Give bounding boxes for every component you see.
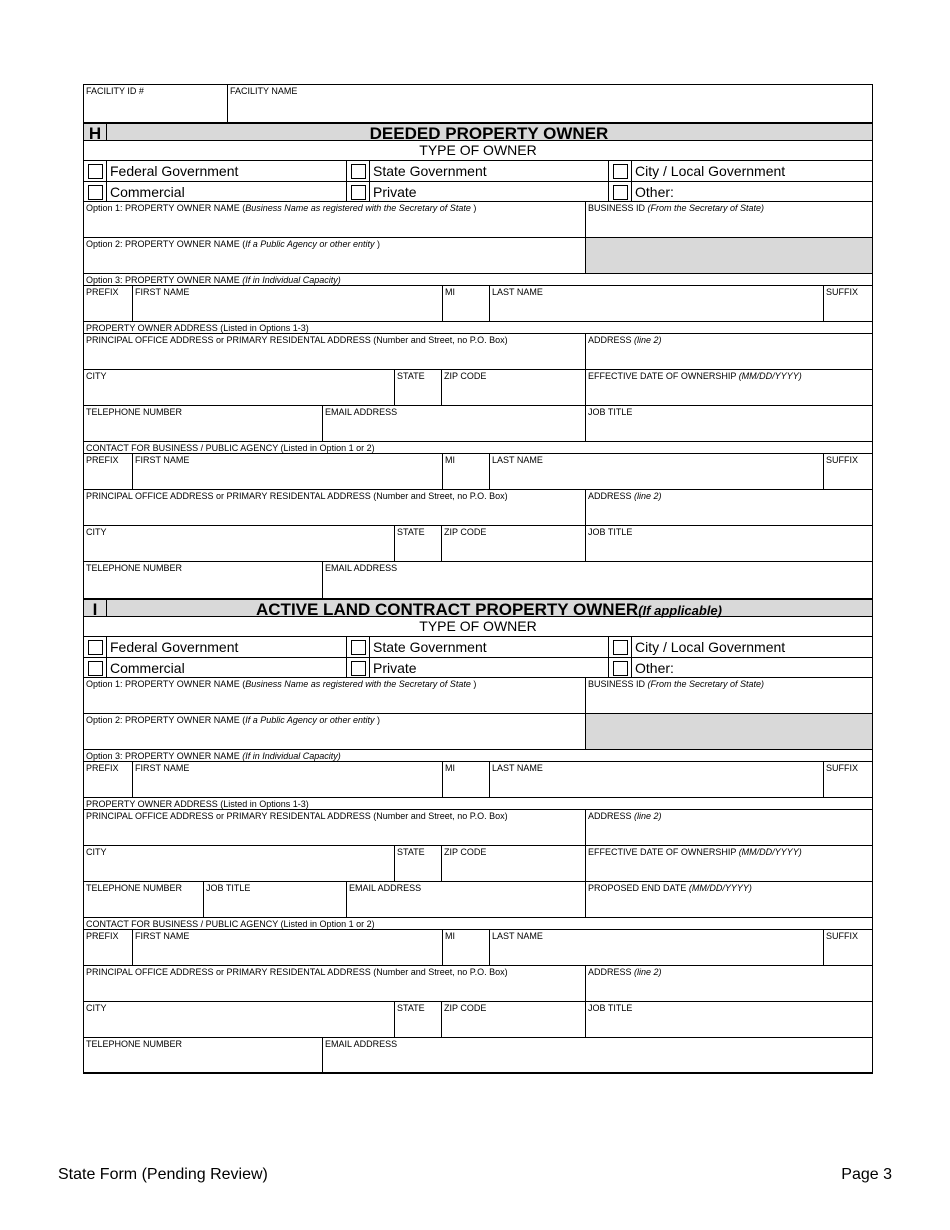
facility-row xyxy=(84,84,872,122)
zip-label: ZIP CODE xyxy=(444,847,487,857)
owner-city-row-h xyxy=(84,369,872,405)
principal-address-label: PRINCIPAL OFFICE ADDRESS or PRIMARY RESIDENTAL ADDRESS (Number and Street, no P.O. Box) xyxy=(86,967,508,977)
owner-address-heading-label: PROPERTY OWNER ADDRESS (Listed in Options 1-3) xyxy=(86,799,309,809)
contact-email-field-i[interactable] xyxy=(322,1038,872,1072)
effective-date-label: EFFECTIVE DATE OF OWNERSHIP (MM/DD/YYYY) xyxy=(588,847,802,857)
state-government-label: State Government xyxy=(373,639,487,655)
proposed-end-date-field-i[interactable] xyxy=(585,882,872,917)
federal-government-label: Federal Government xyxy=(110,163,239,179)
contact-telephone-field-i[interactable] xyxy=(84,1038,322,1072)
city-field-i[interactable] xyxy=(84,846,394,881)
federal-government-option-h[interactable] xyxy=(84,161,346,181)
section-h-title-text: DEEDED PROPERTY OWNER xyxy=(369,124,609,143)
section-h-title xyxy=(106,124,872,143)
option1-label: Option 1: PROPERTY OWNER NAME (Business Name as registered with the Secretary of State ) xyxy=(86,679,477,689)
address-line2-label: ADDRESS (line 2) xyxy=(588,811,662,821)
telephone-label: TELEPHONE NUMBER xyxy=(86,563,183,573)
other-label: Other: xyxy=(635,184,674,200)
contact-mi-field-i[interactable] xyxy=(442,930,489,965)
commercial-label: Commercial xyxy=(110,184,185,200)
option1-owner-name-field-i[interactable] xyxy=(84,678,585,713)
owner-type-row-2-h xyxy=(84,181,872,201)
owner-address-heading-label: PROPERTY OWNER ADDRESS (Listed in Options 1-3) xyxy=(86,323,309,333)
option2-label: Option 2: PROPERTY OWNER NAME (If a Public Agency or other entity ) xyxy=(86,239,380,249)
other-checkbox-i[interactable] xyxy=(613,661,628,676)
city-label: CITY xyxy=(86,371,107,381)
facility-id-label: FACILITY ID # xyxy=(86,86,144,96)
last-name-field-h[interactable] xyxy=(489,286,823,321)
state-label: STATE xyxy=(397,1003,425,1013)
gray-block-i xyxy=(585,714,872,749)
contact-telephone-field-h[interactable] xyxy=(84,562,322,598)
type-of-owner-heading-i: TYPE OF OWNER xyxy=(419,618,537,634)
first-name-field-i[interactable] xyxy=(132,762,442,797)
commercial-option-h[interactable] xyxy=(84,182,346,201)
principal-address-label: PRINCIPAL OFFICE ADDRESS or PRIMARY RESIDENTAL ADDRESS (Number and Street, no P.O. Box) xyxy=(86,491,508,501)
option1-row-i xyxy=(84,677,872,713)
prefix-label: PREFIX xyxy=(86,763,119,773)
first-name-label: FIRST NAME xyxy=(135,931,190,941)
contact-heading-i xyxy=(84,917,872,929)
contact-zip-field-h[interactable] xyxy=(441,526,585,561)
footer-page-number: Page 3 xyxy=(841,1166,892,1183)
email-label: EMAIL ADDRESS xyxy=(325,407,398,417)
proposed-end-date-label: PROPOSED END DATE (MM/DD/YYYY) xyxy=(588,883,752,893)
city-local-government-label: City / Local Government xyxy=(635,163,786,179)
city-local-government-option-h[interactable] xyxy=(608,161,872,181)
option2-row-h xyxy=(84,237,872,273)
contact-address-line2-field-i[interactable] xyxy=(585,966,872,1001)
city-local-government-checkbox-h[interactable] xyxy=(613,164,628,179)
job-title-label: JOB TITLE xyxy=(588,1003,633,1013)
section-i-letter: I xyxy=(84,600,107,616)
contact-heading-h xyxy=(84,441,872,453)
option2-label: Option 2: PROPERTY OWNER NAME (If a Public Agency or other entity ) xyxy=(86,715,380,725)
owner-type-row-2-i xyxy=(84,657,872,677)
commercial-option-i[interactable] xyxy=(84,658,346,677)
prefix-label: PREFIX xyxy=(86,931,119,941)
email-label: EMAIL ADDRESS xyxy=(325,563,398,573)
private-label: Private xyxy=(373,184,417,200)
last-name-label: LAST NAME xyxy=(492,455,543,465)
first-name-label: FIRST NAME xyxy=(135,287,190,297)
federal-government-checkbox-h[interactable] xyxy=(88,164,103,179)
commercial-checkbox-i[interactable] xyxy=(88,661,103,676)
private-option-i[interactable] xyxy=(346,658,608,677)
contact-prefix-field-h[interactable] xyxy=(84,454,132,489)
prefix-field-h[interactable] xyxy=(84,286,132,321)
business-id-field-h[interactable] xyxy=(585,202,872,237)
private-option-h[interactable] xyxy=(346,182,608,201)
contact-job-title-field-i[interactable] xyxy=(585,1002,872,1037)
state-government-label: State Government xyxy=(373,163,487,179)
private-label: Private xyxy=(373,660,417,676)
property-owner-form xyxy=(83,84,873,1074)
option3-label: Option 3: PROPERTY OWNER NAME (If in Individual Capacity) xyxy=(86,275,341,285)
state-government-checkbox-h[interactable] xyxy=(351,164,366,179)
other-checkbox-h[interactable] xyxy=(613,185,628,200)
contact-suffix-field-h[interactable] xyxy=(823,454,872,489)
option2-row-i xyxy=(84,713,872,749)
effective-date-label: EFFECTIVE DATE OF OWNERSHIP (MM/DD/YYYY) xyxy=(588,371,802,381)
state-government-option-h[interactable] xyxy=(346,161,608,181)
gray-block-h xyxy=(585,238,872,273)
facility-name-label: FACILITY NAME xyxy=(230,86,298,96)
private-checkbox-i[interactable] xyxy=(351,661,366,676)
zip-field-h[interactable] xyxy=(441,370,585,405)
mi-label: MI xyxy=(445,763,455,773)
contact-prefix-field-i[interactable] xyxy=(84,930,132,965)
contact-job-title-field-h[interactable] xyxy=(585,526,872,561)
prefix-label: PREFIX xyxy=(86,455,119,465)
facility-id-field[interactable] xyxy=(84,85,227,122)
facility-name-field[interactable] xyxy=(227,85,872,122)
suffix-label: SUFFIX xyxy=(826,763,859,773)
zip-label: ZIP CODE xyxy=(444,371,487,381)
individual-name-row-i xyxy=(84,761,872,797)
city-local-government-checkbox-i[interactable] xyxy=(613,640,628,655)
section-i-subtitle: (If applicable) xyxy=(638,603,722,618)
telephone-field-h[interactable] xyxy=(84,406,322,441)
suffix-label: SUFFIX xyxy=(826,287,859,297)
contact-city-field-h[interactable] xyxy=(84,526,394,561)
address-line2-field-i[interactable] xyxy=(585,810,872,845)
option2-owner-name-field-i[interactable] xyxy=(84,714,585,749)
owner-address-row-i xyxy=(84,809,872,845)
mi-label: MI xyxy=(445,287,455,297)
telephone-label: TELEPHONE NUMBER xyxy=(86,1039,183,1049)
last-name-field-i[interactable] xyxy=(489,762,823,797)
other-option-h[interactable] xyxy=(608,182,872,201)
last-name-label: LAST NAME xyxy=(492,763,543,773)
zip-field-i[interactable] xyxy=(441,846,585,881)
option3-heading-i xyxy=(84,749,872,761)
contact-first-name-field-i[interactable] xyxy=(132,930,442,965)
state-field-h[interactable] xyxy=(394,370,441,405)
contact-heading-label: CONTACT FOR BUSINESS / PUBLIC AGENCY (Listed in Option 1 or 2) xyxy=(86,919,375,929)
suffix-label: SUFFIX xyxy=(826,931,859,941)
contact-city-field-i[interactable] xyxy=(84,1002,394,1037)
contact-state-field-h[interactable] xyxy=(394,526,441,561)
owner-city-row-i xyxy=(84,845,872,881)
principal-address-label: PRINCIPAL OFFICE ADDRESS or PRIMARY RESIDENTAL ADDRESS (Number and Street, no P.O. Box) xyxy=(86,811,508,821)
telephone-field-i[interactable] xyxy=(84,882,203,917)
option3-heading-h xyxy=(84,273,872,285)
contact-address-line2-field-h[interactable] xyxy=(585,490,872,525)
owner-address-row-h xyxy=(84,333,872,369)
city-field-h[interactable] xyxy=(84,370,394,405)
mi-field-i[interactable] xyxy=(442,762,489,797)
option3-label: Option 3: PROPERTY OWNER NAME (If in Individual Capacity) xyxy=(86,751,341,761)
job-title-label: JOB TITLE xyxy=(588,527,633,537)
suffix-field-h[interactable] xyxy=(823,286,872,321)
option1-owner-name-field-h[interactable] xyxy=(84,202,585,237)
contact-email-field-h[interactable] xyxy=(322,562,872,598)
footer-form-name: State Form (Pending Review) xyxy=(58,1166,268,1183)
contact-address-row-h xyxy=(84,489,872,525)
state-label: STATE xyxy=(397,371,425,381)
contact-principal-address-field-h[interactable] xyxy=(84,490,585,525)
contact-zip-field-i[interactable] xyxy=(441,1002,585,1037)
owner-type-row-1-h xyxy=(84,160,872,181)
job-title-field-h[interactable] xyxy=(585,406,872,441)
state-government-option-i[interactable] xyxy=(346,637,608,657)
job-title-field-i[interactable] xyxy=(203,882,346,917)
contact-last-name-field-i[interactable] xyxy=(489,930,823,965)
owner-address-heading-h xyxy=(84,321,872,333)
state-label: STATE xyxy=(397,527,425,537)
first-name-field-h[interactable] xyxy=(132,286,442,321)
principal-address-field-h[interactable] xyxy=(84,334,585,369)
business-id-label: BUSINESS ID (From the Secretary of State) xyxy=(588,679,765,689)
telephone-label: TELEPHONE NUMBER xyxy=(86,407,183,417)
job-title-label: JOB TITLE xyxy=(588,407,633,417)
contact-heading-label: CONTACT FOR BUSINESS / PUBLIC AGENCY (Listed in Option 1 or 2) xyxy=(86,443,375,453)
type-of-owner-heading-h: TYPE OF OWNER xyxy=(419,142,537,158)
job-title-label: JOB TITLE xyxy=(206,883,251,893)
address-line2-field-h[interactable] xyxy=(585,334,872,369)
city-label: CITY xyxy=(86,1003,107,1013)
individual-name-row-h xyxy=(84,285,872,321)
last-name-label: LAST NAME xyxy=(492,931,543,941)
contact-name-row-i xyxy=(84,929,872,965)
email-label: EMAIL ADDRESS xyxy=(325,1039,398,1049)
zip-label: ZIP CODE xyxy=(444,1003,487,1013)
contact-phone-row-i xyxy=(84,1037,872,1072)
owner-phone-row-i xyxy=(84,881,872,917)
last-name-label: LAST NAME xyxy=(492,287,543,297)
option1-row-h xyxy=(84,201,872,237)
mi-field-h[interactable] xyxy=(442,286,489,321)
option1-label: Option 1: PROPERTY OWNER NAME (Business Name as registered with the Secretary of State ) xyxy=(86,203,477,213)
prefix-label: PREFIX xyxy=(86,287,119,297)
first-name-label: FIRST NAME xyxy=(135,455,190,465)
prefix-field-i[interactable] xyxy=(84,762,132,797)
effective-date-field-h[interactable] xyxy=(585,370,872,405)
section-i-title-text: ACTIVE LAND CONTRACT PROPERTY OWNER xyxy=(256,600,639,619)
contact-city-row-i xyxy=(84,1001,872,1037)
commercial-checkbox-h[interactable] xyxy=(88,185,103,200)
section-i-title xyxy=(106,600,872,619)
mi-label: MI xyxy=(445,931,455,941)
address-line2-label: ADDRESS (line 2) xyxy=(588,967,662,977)
federal-government-checkbox-i[interactable] xyxy=(88,640,103,655)
business-id-field-i[interactable] xyxy=(585,678,872,713)
email-field-h[interactable] xyxy=(322,406,585,441)
city-local-government-label: City / Local Government xyxy=(635,639,786,655)
commercial-label: Commercial xyxy=(110,660,185,676)
principal-address-label: PRINCIPAL OFFICE ADDRESS or PRIMARY RESIDENTAL ADDRESS (Number and Street, no P.O. Box) xyxy=(86,335,508,345)
first-name-label: FIRST NAME xyxy=(135,763,190,773)
city-label: CITY xyxy=(86,847,107,857)
contact-name-row-h xyxy=(84,453,872,489)
address-line2-label: ADDRESS (line 2) xyxy=(588,491,662,501)
other-label: Other: xyxy=(635,660,674,676)
other-option-i[interactable] xyxy=(608,658,872,677)
contact-principal-address-field-i[interactable] xyxy=(84,966,585,1001)
city-local-government-option-i[interactable] xyxy=(608,637,872,657)
contact-last-name-field-h[interactable] xyxy=(489,454,823,489)
email-label: EMAIL ADDRESS xyxy=(349,883,422,893)
principal-address-field-i[interactable] xyxy=(84,810,585,845)
owner-address-heading-i xyxy=(84,797,872,809)
suffix-label: SUFFIX xyxy=(826,455,859,465)
contact-state-field-i[interactable] xyxy=(394,1002,441,1037)
contact-city-row-h xyxy=(84,525,872,561)
city-label: CITY xyxy=(86,527,107,537)
option2-owner-name-field-h[interactable] xyxy=(84,238,585,273)
federal-government-option-i[interactable] xyxy=(84,637,346,657)
email-field-i[interactable] xyxy=(346,882,585,917)
mi-label: MI xyxy=(445,455,455,465)
contact-first-name-field-h[interactable] xyxy=(132,454,442,489)
section-h-header xyxy=(84,122,872,141)
private-checkbox-h[interactable] xyxy=(351,185,366,200)
federal-government-label: Federal Government xyxy=(110,639,239,655)
contact-address-row-i xyxy=(84,965,872,1001)
contact-phone-row-h xyxy=(84,561,872,598)
owner-type-row-1-i xyxy=(84,636,872,657)
state-field-i[interactable] xyxy=(394,846,441,881)
contact-suffix-field-i[interactable] xyxy=(823,930,872,965)
address-line2-label: ADDRESS (line 2) xyxy=(588,335,662,345)
suffix-field-i[interactable] xyxy=(823,762,872,797)
section-i-header xyxy=(84,598,872,617)
state-government-checkbox-i[interactable] xyxy=(351,640,366,655)
state-label: STATE xyxy=(397,847,425,857)
owner-phone-row-h xyxy=(84,405,872,441)
zip-label: ZIP CODE xyxy=(444,527,487,537)
contact-mi-field-h[interactable] xyxy=(442,454,489,489)
effective-date-field-i[interactable] xyxy=(585,846,872,881)
section-h-letter: H xyxy=(84,124,107,140)
telephone-label: TELEPHONE NUMBER xyxy=(86,883,183,893)
business-id-label: BUSINESS ID (From the Secretary of State) xyxy=(588,203,765,213)
